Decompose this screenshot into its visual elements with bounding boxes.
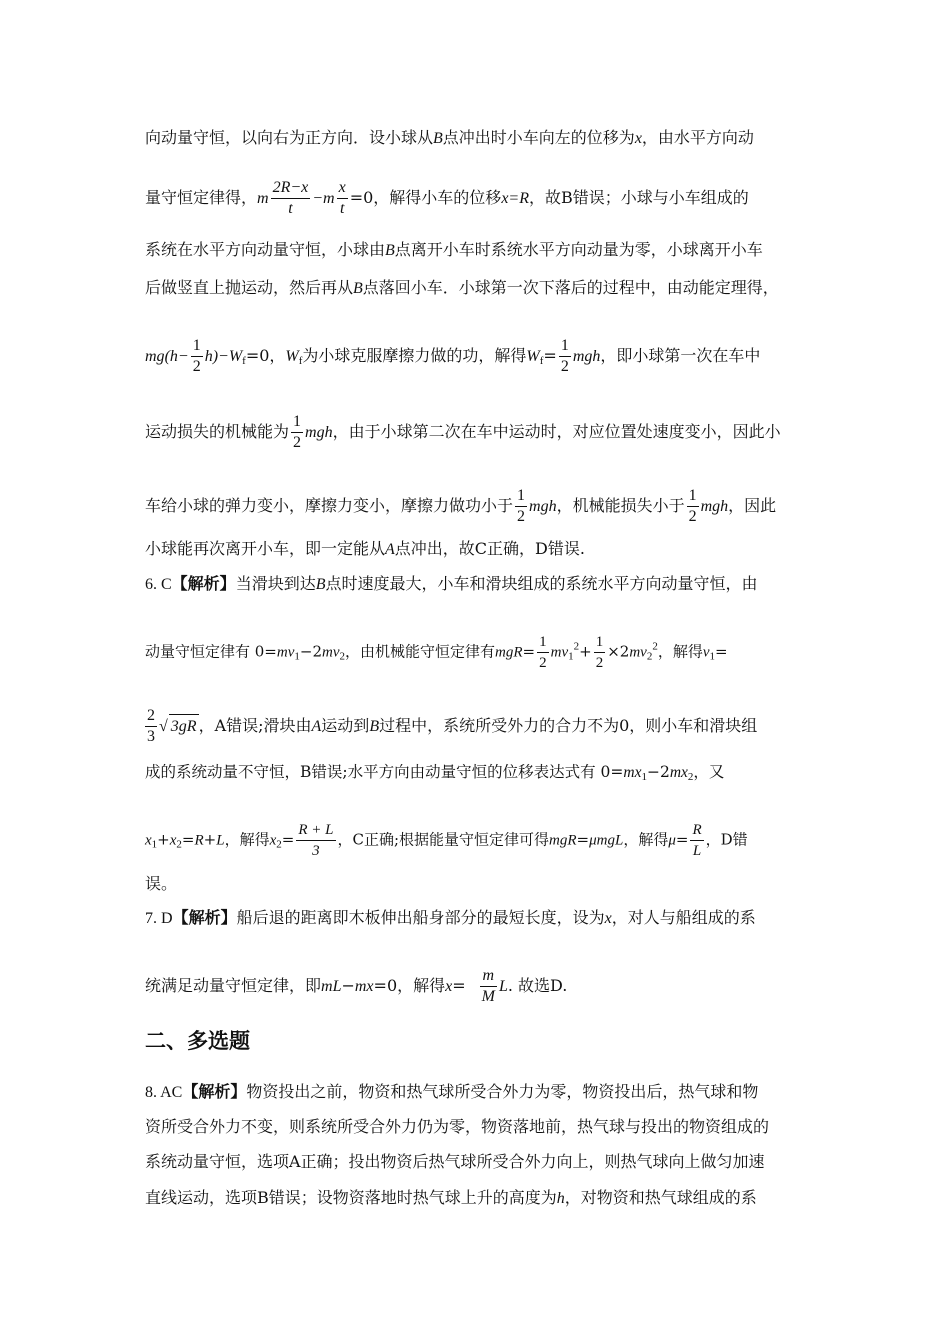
text-run: = [281,830,295,849]
text-run: . 故选D. [507,976,568,995]
text-run: −2 [299,642,323,661]
numerator: m [480,966,497,987]
subscript: 2 [687,771,694,783]
subscript: 2 [646,650,653,663]
text-line [145,1150,765,1174]
text-run: 物资投出之前，物资和热气球所受合外力为零，物资投出后，热气球和物 [246,1082,759,1101]
text-run: ，由机械能守恒定律有 [345,642,496,661]
text-line [145,537,585,562]
math-var: x [145,832,152,849]
subscript: 1 [151,838,158,851]
math-var: L [216,832,225,849]
analysis-label: 【解析】 [182,1082,247,1101]
superscript: 2 [573,640,580,653]
text-run: 点落回小车．小球第一次下落后的过程中，由动能定理得， [362,278,779,297]
question-number: 7. D [145,910,173,927]
math-var: x=R [501,190,529,207]
math-var: B [433,130,443,147]
math-var: h) [204,348,219,365]
fraction [690,820,703,861]
fraction [271,178,311,219]
numerator: 1 [291,412,303,433]
text-run: ，由于小球第二次在车中运动时，对应位置处速度变小，因此小 [332,422,781,441]
text-run: + [579,642,592,661]
fraction [559,336,571,377]
question-number: 8. AC [145,1084,183,1101]
text-run: ，机械能损失小于 [556,496,685,515]
math-var: x [269,832,277,849]
text-run: 系统在水平方向动量守恒，小球由 [145,240,386,259]
text-run: 车给小球的弹力变小，摩擦力变小，摩擦力做功小于 [145,496,514,515]
fraction [291,412,303,453]
question-6-line [145,572,758,597]
text-run: ×2 [607,642,630,661]
text-run: + [157,830,170,849]
text-line [145,336,760,377]
text-run: 量守恒定律得， [145,188,258,207]
fraction [687,486,699,527]
text-run: 后做竖直上抛运动，然后再从 [145,278,354,297]
math-var: −W [218,348,243,365]
numerator: 1 [594,632,606,653]
text-run: 资所受合外力不变，则系统所受合外力仍为零，物资落地前，热气球与投出的物资组成的 [145,1117,770,1136]
text-run: 统满足动量守恒定律，即 [145,976,322,995]
fraction [296,820,335,861]
numerator: x [337,178,348,199]
text-run: ，解得 [657,642,703,661]
subscript: 1 [709,650,715,663]
question-7-line [145,906,756,931]
text-run: + [203,830,217,849]
text-run: = [181,830,195,849]
subscript: f [298,355,303,367]
text-line [145,706,757,747]
math-var: mx [354,978,374,995]
denominator: t [339,200,345,217]
math-var: W [526,348,540,365]
denominator: 3 [147,728,155,745]
text-line [145,412,781,453]
text-run: ，解得 [623,830,669,849]
text-run: ，对人与船组成的系 [611,908,756,927]
text-run: =0， [245,346,286,365]
text-line [145,632,728,673]
analysis-label: 【解析】 [172,908,237,927]
numerator: 1 [559,336,571,357]
subscript: 2 [176,838,182,851]
denominator: 2 [192,358,201,375]
text-run: =0，解得 [373,976,446,995]
subscript: 1 [294,650,300,663]
numerator: R [690,820,703,841]
numerator: 2R−x [271,178,311,199]
text-line [145,820,748,861]
text-run: 运动损失的机械能为 [145,422,290,441]
math-var: mx [669,764,688,781]
denominator: 2 [517,508,526,525]
text-line [145,276,779,301]
math-var: mv [629,644,647,661]
text-run: 动量守恒定律有 0= [145,642,277,661]
text-line [145,1115,769,1139]
math-var: mv [550,644,569,661]
fraction [480,966,497,1007]
fraction [145,706,157,747]
text-run: 点时速度最大，小车和滑块组成的系统水平方向动量守恒，由 [325,574,758,593]
math-var: mgh [700,498,729,515]
text-run: 成的系统动量不守恒，B错误;水平方向由动量守恒的位移表达式有 0= [145,763,624,781]
numerator: 1 [191,336,203,357]
text-run: − [341,976,355,995]
denominator: 3 [312,843,320,859]
math-var: m [257,190,269,207]
numerator: 1 [687,486,699,507]
math-var: L [498,978,508,995]
analysis-label: 【解析】 [171,574,236,593]
denominator: 2 [595,655,604,671]
numerator: 2 [145,706,157,727]
text-line [145,966,567,1007]
text-run: ，对物资和热气球组成的系 [564,1188,757,1207]
subscript: 1 [641,771,647,783]
text-run: ，D错 [705,830,748,849]
text-run: 点离开小车时系统水平方向动量为零，小球离开小车 [394,240,763,259]
math-var: μ [589,832,597,849]
numerator: 1 [537,632,549,653]
math-var: mgh [305,424,333,441]
text-run: =0，解得小车的位移 [349,188,502,207]
subscript: 1 [568,650,574,663]
math-var: (h− [164,348,189,365]
math-var: A [385,541,395,558]
text-run: ，解得 [224,830,270,849]
math-var: mgR [549,832,577,849]
text-run: = [452,976,466,995]
text-run: = [675,830,689,849]
text-line [145,178,749,219]
math-var: x [445,978,453,995]
math-var: B [385,242,395,259]
math-var: B [353,280,363,297]
math-var: B [369,718,380,735]
math-var: mgR [495,644,523,661]
math-var: −m [312,190,335,207]
text-run: ，又 [693,763,725,781]
math-var: mv [322,644,340,661]
text-run: = [576,830,590,849]
denominator: 2 [293,434,302,451]
text-run: 向动量守恒，以向右为正方向．设小球从 [145,128,434,147]
text-run: = [522,642,536,661]
math-var: mL [321,978,342,995]
numerator: R + L [296,820,335,841]
denominator: M [481,988,495,1005]
denominator: 2 [539,655,547,671]
text-run: 点冲出时小车向左的位移为 [442,128,635,147]
math-var: mgh [529,498,557,515]
fraction [337,178,348,219]
math-var: mx [623,764,642,781]
text-run: 过程中，系统所受外力的合力不为0，则小车和滑块组 [379,716,758,735]
question-8-line [145,1080,758,1105]
fraction [191,336,203,377]
text-run: 当滑块到达 [235,574,316,593]
text-run: 误。 [145,874,178,893]
sqrt-content: 3gR [169,714,199,739]
subscript: f [242,355,246,367]
math-var: mg [145,348,165,365]
text-run: −2 [646,763,670,781]
text-run: 船后退的距离即木板伸出船身部分的最短长度，设为 [236,908,605,927]
denominator: L [692,843,702,859]
math-var: mgL [596,832,624,849]
denominator: 2 [560,358,569,375]
math-var: mv [276,644,295,661]
math-var: x [169,832,177,849]
math-var: A [311,718,322,735]
math-var: v [702,644,710,661]
math-var: x [634,130,642,147]
text-run: ，C正确;根据能量守恒定律可得 [337,830,550,849]
subscript: f [539,355,544,367]
text-run: ，由水平方向动 [641,128,754,147]
subscript: 2 [339,650,346,663]
text-line [145,760,724,789]
denominator: 2 [688,508,697,525]
text-line [145,238,763,263]
fraction [594,632,606,673]
text-run: = [715,642,728,661]
text-line [145,126,754,151]
text-run: 系统动量守恒，选项A正确；投出物资后热气球所受合外力向上，则热气球向上做匀加速 [145,1152,765,1171]
text-run: 运动到 [321,716,370,735]
math-var: mgh [572,348,601,365]
math-var: h [556,1190,565,1207]
question-number: 6. C [145,576,172,593]
math-var: B [315,576,326,593]
text-run: 小球能再次离开小车，即一定能从 [145,539,386,558]
text-line [145,1186,757,1211]
fraction [515,486,527,527]
text-run: 直线运动，选项B错误；设物资落地时热气球上升的高度为 [145,1188,557,1207]
text-run: 点冲出，故C正确，D错误. [394,539,585,558]
text-run: ，即小球第一次在车中 [600,346,761,365]
section-heading: 二、多选题 [145,1029,250,1053]
math-var: R [194,832,204,849]
text-line [145,872,177,896]
numerator: 1 [515,486,527,507]
sqrt-sign: √ [159,718,168,735]
math-var: μ [668,832,676,849]
text-run: ，因此 [728,496,777,515]
text-run: ，A错误;滑块由 [198,716,312,735]
text-run: 为小球克服摩擦力做的功，解得 [302,346,527,365]
text-run: ，故B错误；小球与小车组成的 [528,188,749,207]
math-var: x [604,910,612,927]
superscript: 2 [652,640,658,653]
math-var: W [285,348,299,365]
text-line [145,486,776,527]
text-run: = [543,346,557,365]
fraction [537,632,549,673]
subscript: 2 [276,838,282,851]
denominator: t [288,200,293,217]
